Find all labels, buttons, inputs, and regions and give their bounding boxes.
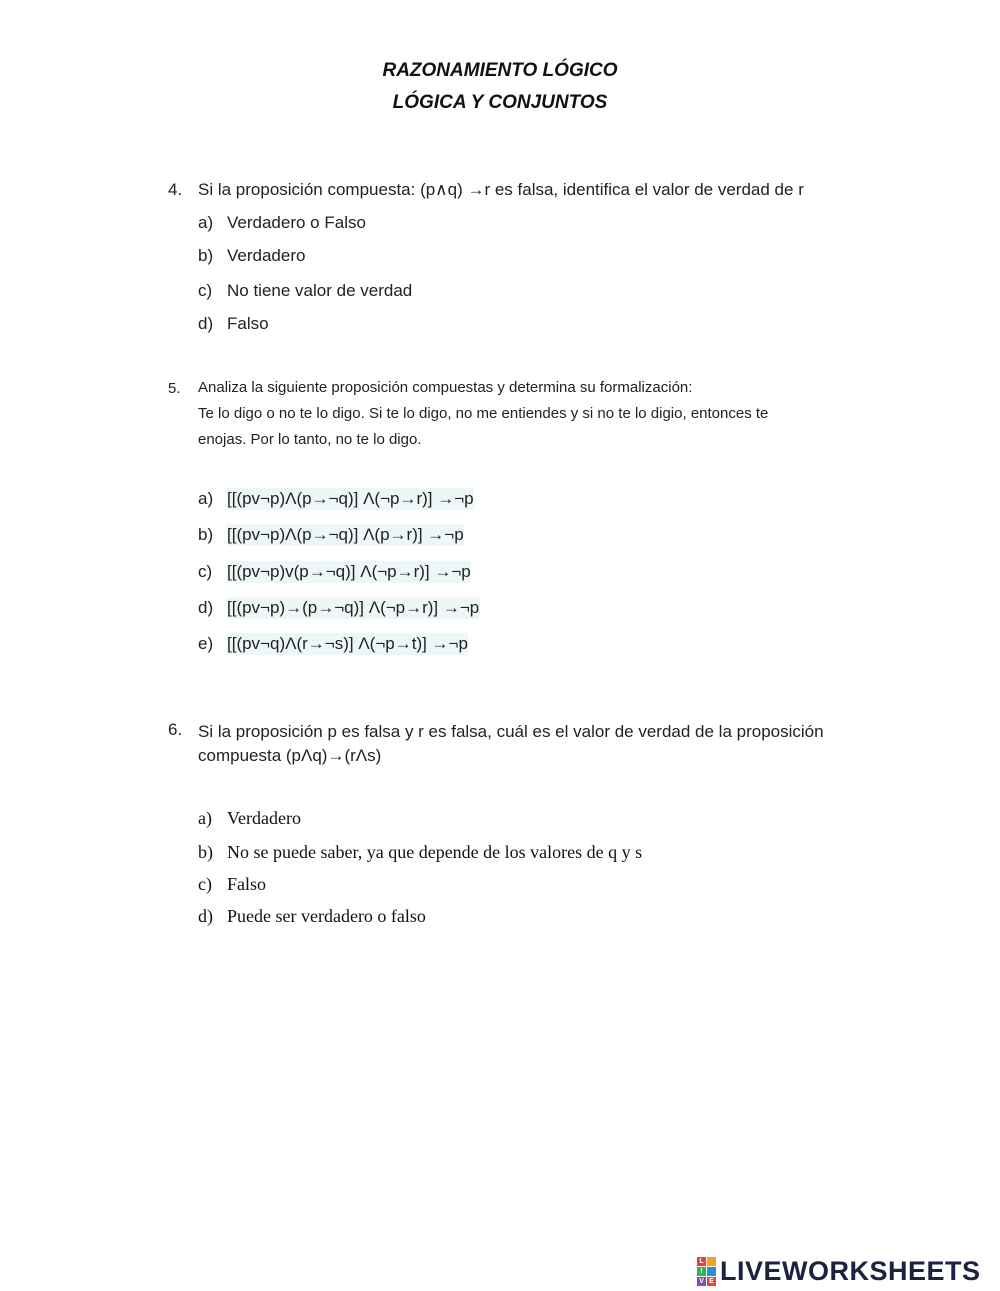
option-text: No se puede saber, ya que depende de los valores de q y s xyxy=(227,842,643,862)
question-text-line-2: Te lo digo o no te lo digo. Si te lo digo, no me entiendes y si no te lo digio, entonces te xyxy=(198,405,769,422)
option-label: b) xyxy=(198,525,214,544)
option-label: d) xyxy=(198,598,214,617)
option-label: e) xyxy=(198,634,214,653)
q6-option-b[interactable] xyxy=(198,842,642,863)
title-line-1: RAZONAMIENTO LÓGICO xyxy=(382,60,618,81)
option-formula: [[(pv¬p)v(p→¬q)] Λ(¬p→r)] →¬p xyxy=(227,562,471,581)
question-text-line-1: Si la proposición p es falsa y r es falsa, cuál es el valor de verdad de la proposición xyxy=(198,722,824,741)
question-number: 6. xyxy=(168,720,183,739)
title-line-2: LÓGICA Y CONJUNTOS xyxy=(392,92,608,113)
q5-option-d[interactable] xyxy=(198,598,479,618)
option-label: a) xyxy=(198,489,214,508)
question-number: 4. xyxy=(168,180,183,199)
option-text: Verdadero xyxy=(227,246,306,265)
option-text: Puede ser verdadero o falso xyxy=(227,906,426,926)
q4-option-b[interactable] xyxy=(198,246,305,266)
liveworksheets-logo xyxy=(697,1255,981,1287)
question-text: Si la proposición compuesta: (p∧q) →r es falsa, identifica el valor de verdad de r xyxy=(198,180,804,199)
q4-option-d[interactable] xyxy=(198,314,269,334)
q6-option-c[interactable] xyxy=(198,874,266,895)
q5-option-e[interactable] xyxy=(198,634,468,654)
option-label: d) xyxy=(198,906,213,926)
option-formula: [[(pv¬p)Λ(p→¬q)] Λ(p→r)] →¬p xyxy=(227,525,464,544)
option-text: Verdadero xyxy=(227,808,301,828)
question-text-line-2: compuesta (pΛq)→(rΛs) xyxy=(198,746,382,765)
logo-blocks-icon: L I V E xyxy=(697,1257,716,1286)
q6-option-d[interactable] xyxy=(198,906,426,927)
option-text: Verdadero o Falso xyxy=(227,213,366,232)
option-formula: [[(pv¬q)Λ(r→¬s)] Λ(¬p→t)] →¬p xyxy=(227,634,468,653)
option-label: c) xyxy=(198,562,213,581)
option-label: b) xyxy=(198,842,213,862)
q6-option-a[interactable] xyxy=(198,808,301,829)
q5-option-c[interactable] xyxy=(198,562,471,582)
question-text-line-3: enojas. Por lo tanto, no te lo digo. xyxy=(198,431,422,448)
option-formula: [[(pv¬p)Λ(p→¬q)] Λ(¬p→r)] →¬p xyxy=(227,489,474,508)
option-label: a) xyxy=(198,213,214,232)
logo-text: LIVEWORKSHEETS xyxy=(720,1255,981,1286)
question-text-line-1: Analiza la siguiente proposición compuestas y determina su formalización: xyxy=(198,379,693,396)
option-formula: [[(pv¬p)→(p→¬q)] Λ(¬p→r)] →¬p xyxy=(227,598,480,617)
option-label: d) xyxy=(198,314,214,333)
question-number: 5. xyxy=(168,380,181,397)
option-text: Falso xyxy=(227,874,267,894)
option-label: c) xyxy=(198,281,213,300)
option-text: No tiene valor de verdad xyxy=(227,281,413,300)
q5-option-b[interactable] xyxy=(198,525,464,545)
q4-option-a[interactable] xyxy=(198,213,366,233)
q4-option-c[interactable] xyxy=(198,281,412,301)
option-label: a) xyxy=(198,808,212,828)
option-label: b) xyxy=(198,246,214,265)
option-text: Falso xyxy=(227,314,269,333)
q5-option-a[interactable] xyxy=(198,489,474,509)
option-label: c) xyxy=(198,874,212,894)
